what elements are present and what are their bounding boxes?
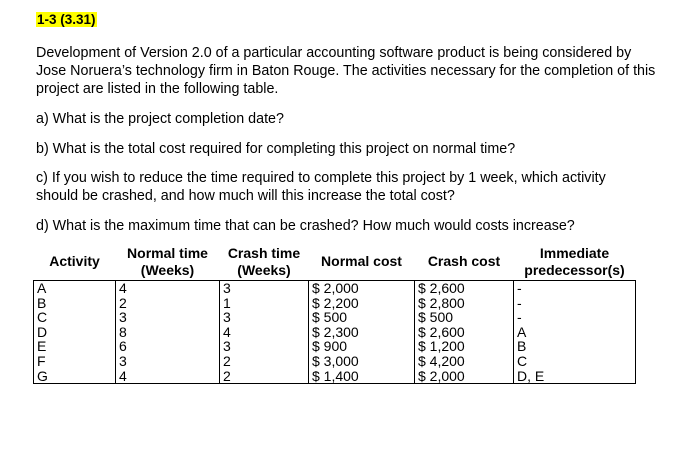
crash-time-cell: 2 — [220, 354, 309, 369]
normal-time-cell: 3 — [116, 310, 220, 325]
normal-cost-cell: $ 500 — [309, 310, 415, 325]
table-row — [34, 296, 636, 311]
predecessor-cell: C — [514, 354, 636, 369]
normal-cost-cell: $ 2,000 — [309, 281, 415, 296]
table-row — [34, 339, 636, 354]
activity-cell: E — [34, 339, 116, 354]
header-predecessors: Immediate predecessor(s) — [514, 243, 636, 281]
question-b: b) What is the total cost required for completing this project on normal time? — [36, 141, 516, 157]
normal-cost-cell: $ 2,200 — [309, 296, 415, 311]
crash-time-cell: 1 — [220, 296, 309, 311]
activity-cell: G — [34, 369, 116, 384]
table-row — [34, 281, 636, 296]
normal-cost-cell: $ 2,300 — [309, 325, 415, 340]
activity-cell: C — [34, 310, 116, 325]
normal-time-cell: 3 — [116, 354, 220, 369]
predecessor-cell: - — [514, 310, 636, 325]
table-body — [34, 281, 636, 384]
predecessor-cell: - — [514, 296, 636, 311]
normal-time-cell: 4 — [116, 281, 220, 296]
normal-cost-cell: $ 900 — [309, 339, 415, 354]
intro-paragraph: Development of Version 2.0 of a particular accounting software product is being considered by Jose Noruera’s technology firm in Baton Rouge. The activities necessary for the completion of this project are listed in the following table. — [36, 45, 656, 97]
crash-cost-cell: $ 2,000 — [415, 369, 514, 384]
table-row — [34, 325, 636, 340]
question-d: d) What is the maximum time that can be crashed? How much would costs increase? — [36, 218, 575, 234]
activity-cell: D — [34, 325, 116, 340]
crash-cost-cell: $ 500 — [415, 310, 514, 325]
table-row — [34, 354, 636, 369]
normal-time-cell: 2 — [116, 296, 220, 311]
crash-time-cell: 3 — [220, 339, 309, 354]
activity-cell: B — [34, 296, 116, 311]
table-header-row — [34, 243, 636, 281]
normal-time-cell: 8 — [116, 325, 220, 340]
question-c: c) If you wish to reduce the time required to complete this project by 1 week, which activity should be crashed, and how much will this increase the total cost? — [36, 170, 606, 204]
predecessor-cell: B — [514, 339, 636, 354]
table-row — [34, 310, 636, 325]
crash-time-cell: 3 — [220, 310, 309, 325]
crash-time-cell: 4 — [220, 325, 309, 340]
crash-cost-cell: $ 1,200 — [415, 339, 514, 354]
table-row — [34, 369, 636, 384]
activity-cell: F — [34, 354, 116, 369]
header-normal-cost: Normal cost — [309, 243, 415, 281]
problem-title: 1-3 (3.31) — [37, 12, 96, 27]
activity-cell: A — [34, 281, 116, 296]
header-crash-time: Crash time (Weeks) — [220, 243, 309, 281]
activity-table — [33, 243, 636, 384]
crash-cost-cell: $ 4,200 — [415, 354, 514, 369]
predecessor-cell: A — [514, 325, 636, 340]
question-a: a) What is the project completion date? — [36, 111, 284, 127]
crash-cost-cell: $ 2,600 — [415, 325, 514, 340]
header-activity: Activity — [34, 243, 116, 281]
header-normal-time: Normal time (Weeks) — [116, 243, 220, 281]
header-crash-cost: Crash cost — [415, 243, 514, 281]
predecessor-cell: D, E — [514, 369, 636, 384]
predecessor-cell: - — [514, 281, 636, 296]
crash-cost-cell: $ 2,600 — [415, 281, 514, 296]
crash-cost-cell: $ 2,800 — [415, 296, 514, 311]
normal-time-cell: 4 — [116, 369, 220, 384]
normal-time-cell: 6 — [116, 339, 220, 354]
crash-time-cell: 3 — [220, 281, 309, 296]
crash-time-cell: 2 — [220, 369, 309, 384]
normal-cost-cell: $ 1,400 — [309, 369, 415, 384]
normal-cost-cell: $ 3,000 — [309, 354, 415, 369]
